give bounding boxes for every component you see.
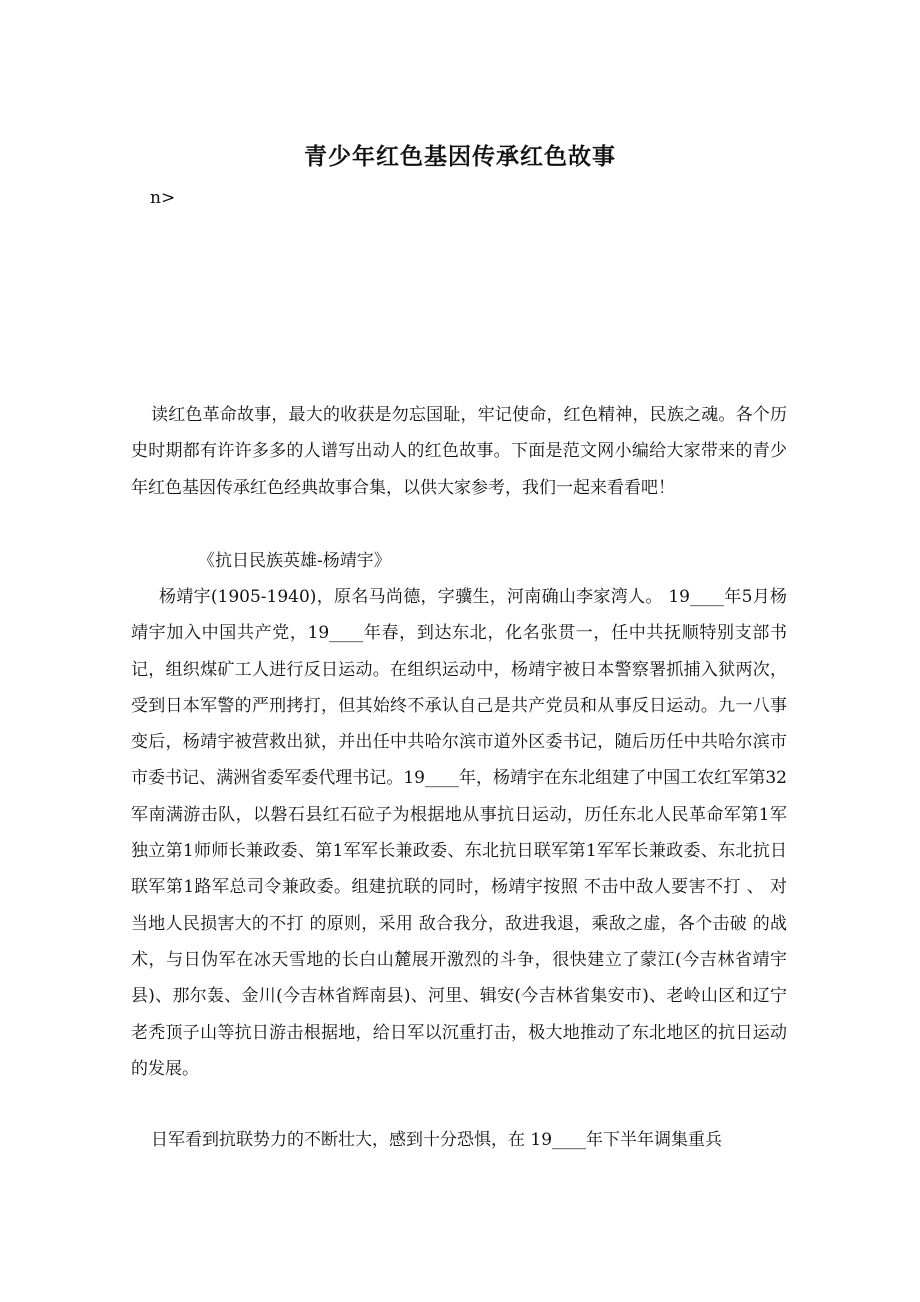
document-title: 青少年红色基因传承红色故事 (304, 143, 616, 170)
story-title: 《抗日民族英雄-杨靖宇》 (198, 551, 391, 571)
intro-paragraph: 读红色革命故事，最大的收获是勿忘国耻，牢记使命，红色精神，民族之魂。各个历史时期都有许许多多的人谱写出动人的红色故事。下面是范文网小编给大家带来的青少年红色基因传承红色经典故事合集，以供大家参考，我们一起来看看吧！ (131, 405, 787, 498)
stray-text-mark: n> (150, 188, 176, 208)
body-paragraph: 杨靖宇(1905-1940)，原名马尚德，字骥生，河南确山李家湾人。 19____年5月杨靖宇加入中国共产党，19____年春，到达东北，化名张贯一，任中共抚顺特别支部书记，组织煤矿工人进行反日运动。在组织运动中，杨靖宇被日本警察署抓捕入狱两次，受到日本军警的严刑拷打，但其始终不承认自己是共产党员和从事反日运动。九一八事变后，杨靖宇被营救出狱，并出任中共哈尔滨市道外区委书记，随后历任中共哈尔滨市市委书记、满洲省委军委代理书记。19____年，杨靖宇在东北组建了中国工农红军第32军南满游击队，以磐石县红石砬子为根据地从事抗日运动，历任东北人民革命军第1军独立第1师师长兼政委、第1军军长兼政委、东北抗日联军第1军军长兼政委、东北抗日联军第1路军总司令兼政委。组建抗联的同时，杨靖宇按照 不击中敌人要害不打 、 对当地人民损害大的不打 的原则，采用 敌合我分，敌进我退，乘敌之虚，各个击破 的战术，与日伪军在冰天雪地的长白山麓展开激烈的斗争，很快建立了蒙江(今吉林省靖宇县)、那尔轰、金川(今吉林省辉南县)、河里、辑安(今吉林省集安市)、老岭山区和辽宁老秃顶子山等抗日游击根据地，给日军以沉重打击，极大地推动了东北地区的抗日运动的发展。 (131, 587, 787, 1079)
body-paragraph: 日军看到抗联势力的不断壮大，感到十分恐惧，在 19____年下半年调集重兵 (151, 1130, 723, 1150)
